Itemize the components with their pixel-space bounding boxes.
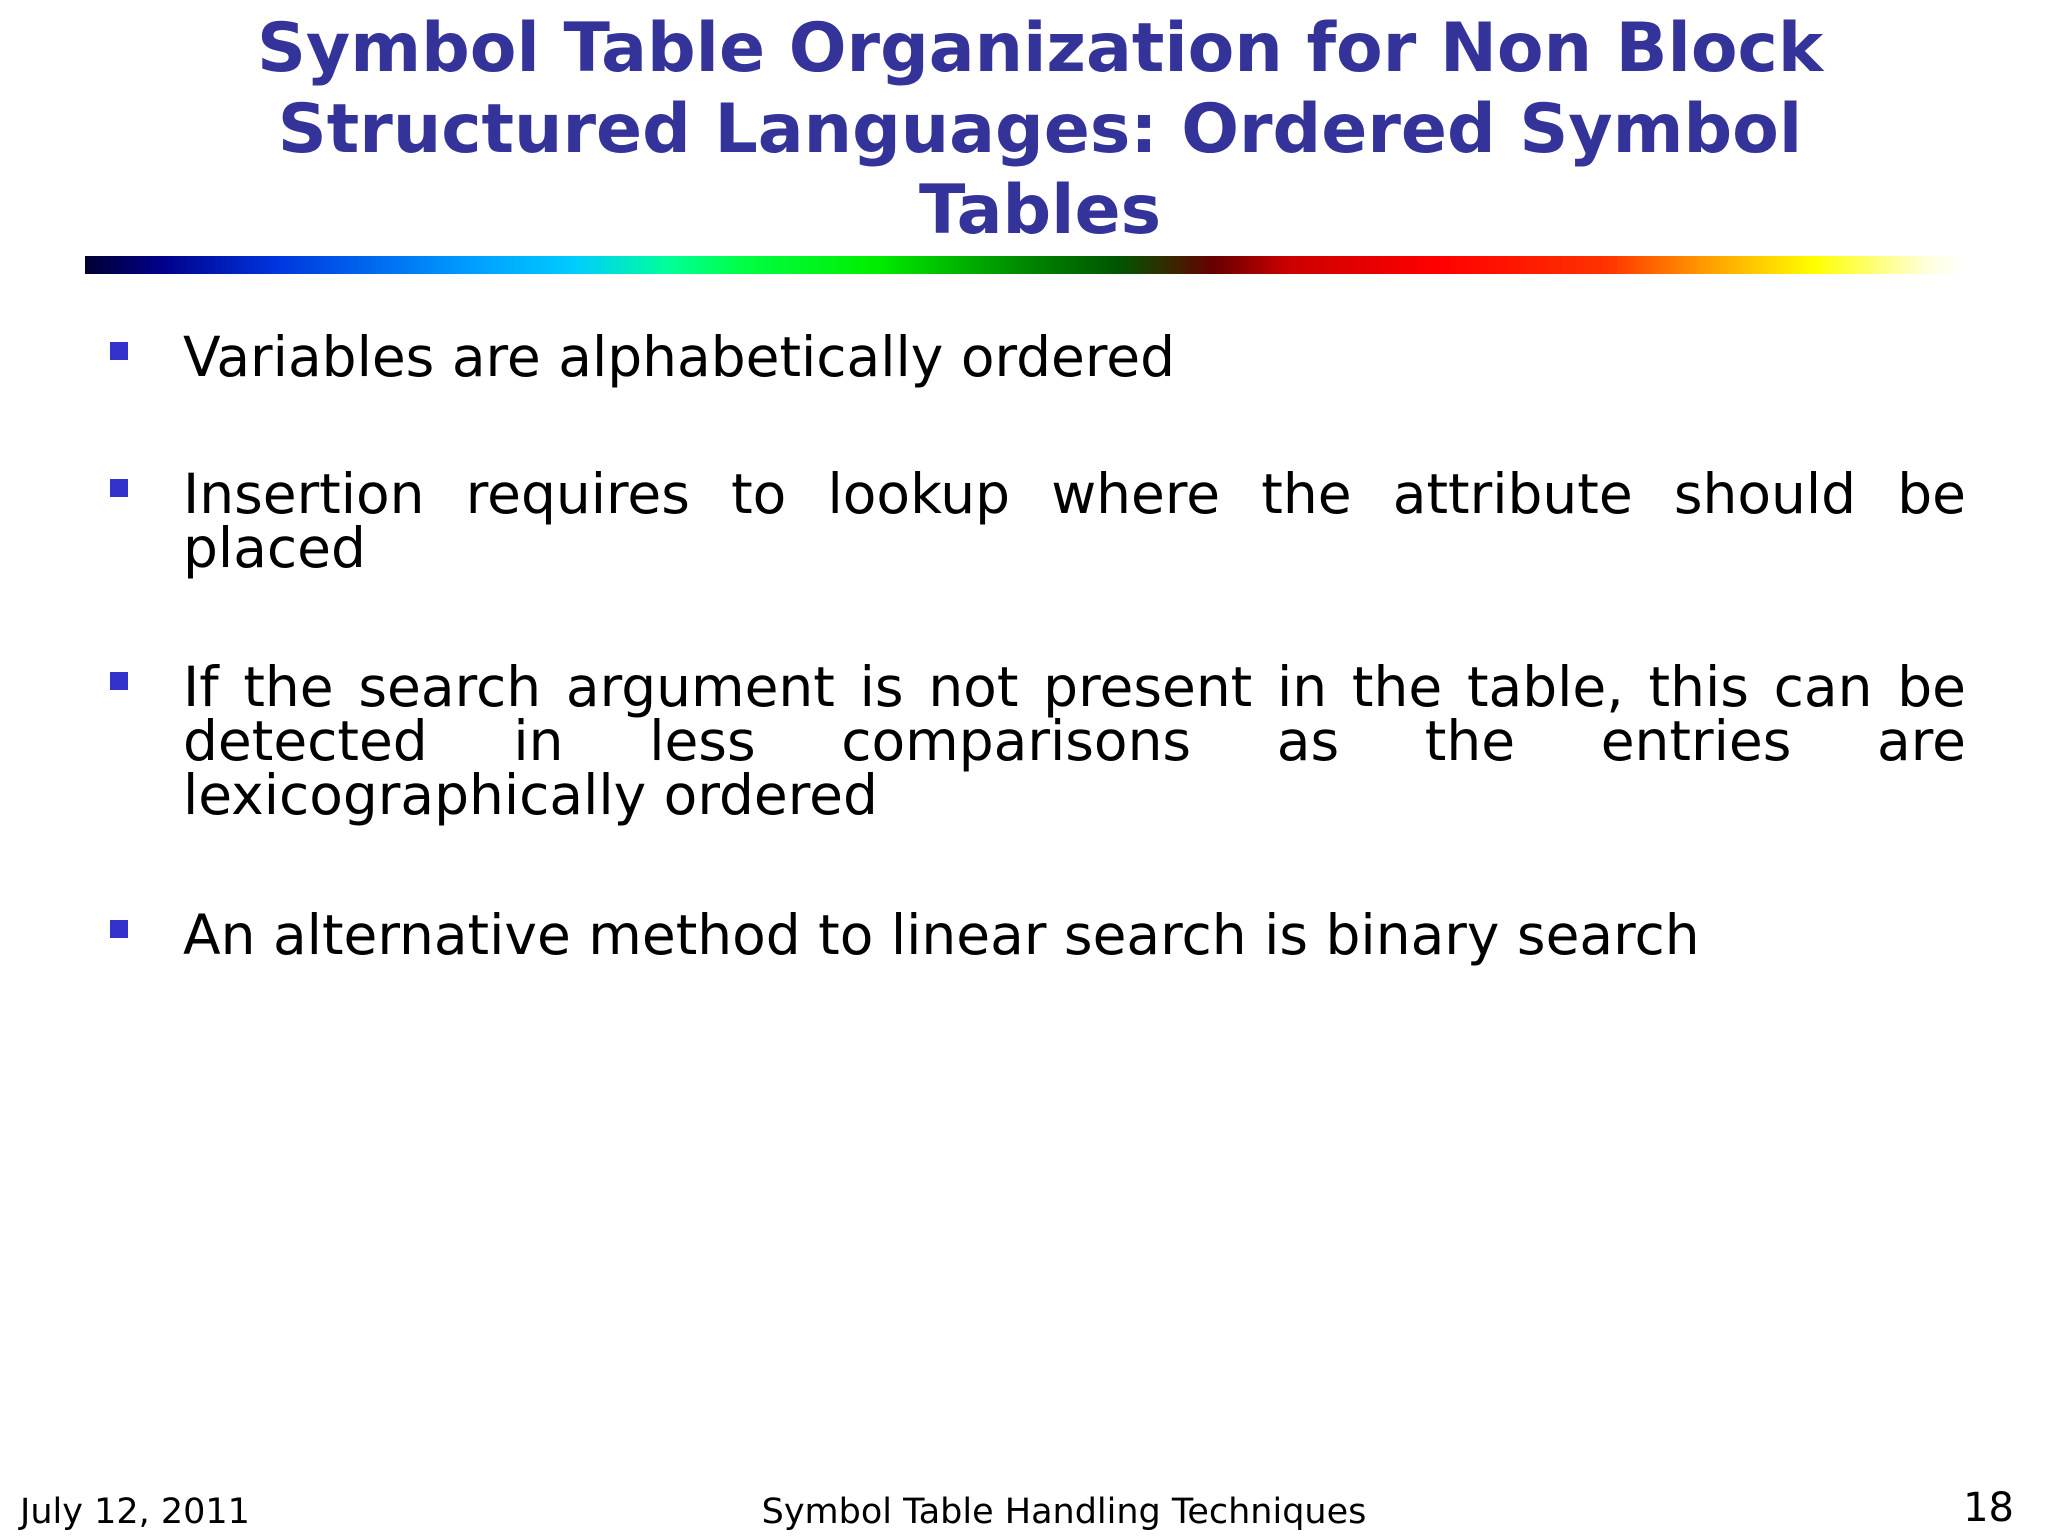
bullet-text: Variables are alphabetically ordered: [183, 325, 1176, 389]
page-number: 18: [1963, 1485, 2014, 1531]
slide-title-line-1: Symbol Table Organization for Non Block: [256, 9, 1824, 88]
square-bullet-icon: [110, 920, 128, 938]
slide-title-line-3: Tables: [918, 171, 1162, 250]
square-bullet-icon: [110, 672, 128, 690]
bullet-text: Insertion requires to lookup where the attribute should be placed: [183, 462, 1966, 580]
square-bullet-icon: [110, 342, 128, 360]
footer-title: Symbol Table Handling Techniques: [761, 1492, 1367, 1532]
square-bullet-icon: [110, 479, 128, 497]
bullet-text: If the search argument is not present in the table, this can be detected in less comparisons as the entries are lexicographically ordered: [183, 655, 1966, 827]
bullet-text: An alternative method to linear search is binary search: [183, 903, 1700, 967]
slide-title-line-2: Structured Languages: Ordered Symbol: [277, 90, 1803, 169]
footer-date: July 12, 2011: [20, 1492, 250, 1532]
